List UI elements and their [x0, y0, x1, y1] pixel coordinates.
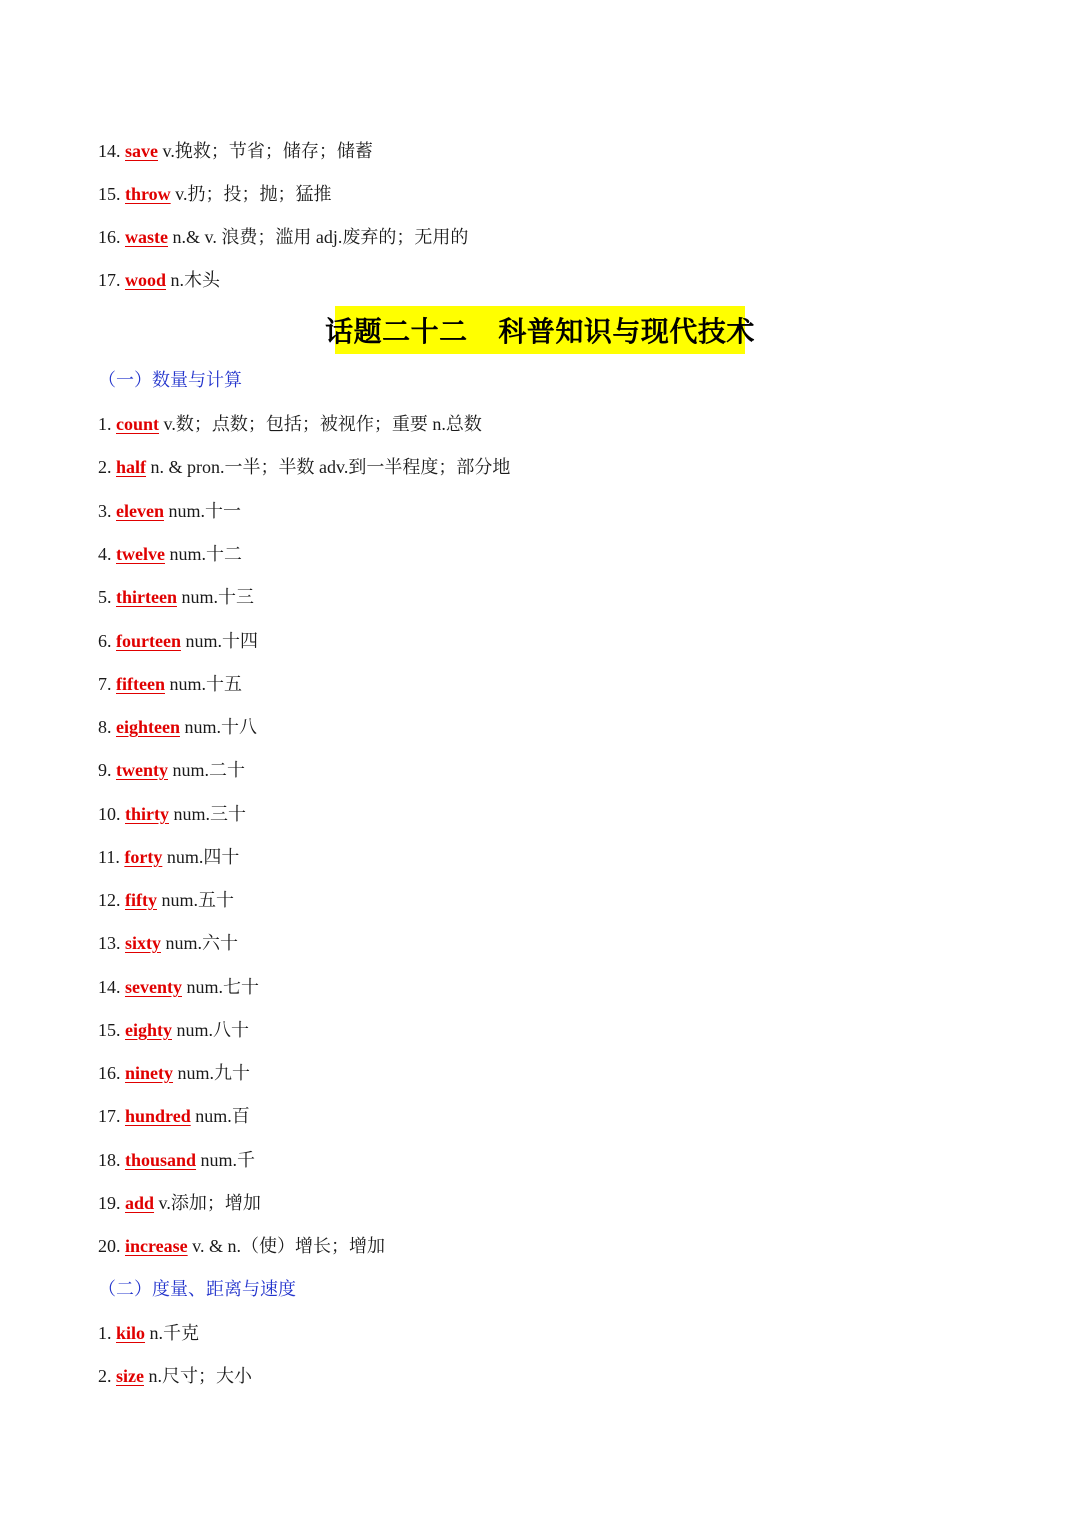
- entry-word: eighty: [125, 1020, 172, 1040]
- entry-definition: num.三十: [173, 804, 247, 824]
- vocab-entry: [98, 1104, 250, 1128]
- entry-number: 20.: [98, 1236, 121, 1256]
- vocab-entry: [98, 758, 245, 782]
- entry-word: sixty: [125, 933, 161, 953]
- entry-number: 17.: [98, 1106, 121, 1126]
- vocab-entry: [98, 1191, 261, 1215]
- entry-number: 17.: [98, 270, 121, 290]
- vocab-entry: [98, 1148, 255, 1172]
- entry-definition: num.千: [200, 1150, 256, 1170]
- entry-definition: num.十五: [169, 674, 242, 694]
- entry-number: 14.: [98, 977, 121, 997]
- entry-number: 2.: [98, 457, 112, 477]
- entry-number: 14.: [98, 141, 121, 161]
- entry-definition: v.扔；投；抛；猛推: [175, 184, 332, 204]
- entry-definition: num.百: [195, 1106, 250, 1126]
- entry-definition: num.十二: [169, 544, 242, 564]
- entry-definition: n.尺寸；大小: [148, 1366, 252, 1386]
- vocab-entry: [98, 542, 242, 566]
- topic-title-highlight: [325, 306, 755, 354]
- vocab-entry: [98, 1364, 252, 1388]
- entry-number: 4.: [98, 544, 112, 564]
- entry-number: 9.: [98, 760, 112, 780]
- entry-definition: num.二十: [172, 760, 246, 780]
- entry-number: 16.: [98, 1063, 121, 1083]
- vocab-entry: [98, 268, 220, 292]
- entry-word: eleven: [116, 501, 164, 521]
- entry-number: 13.: [98, 933, 121, 953]
- vocab-entry: [98, 139, 373, 163]
- entry-number: 18.: [98, 1150, 121, 1170]
- entry-word: increase: [125, 1236, 188, 1256]
- entry-number: 7.: [98, 674, 112, 694]
- entry-number: 12.: [98, 890, 121, 910]
- entry-word: save: [125, 141, 158, 161]
- entry-number: 15.: [98, 1020, 121, 1040]
- entry-word: waste: [125, 227, 168, 247]
- entry-number: 3.: [98, 501, 112, 521]
- entry-number: 1.: [98, 414, 112, 434]
- entry-number: 2.: [98, 1366, 112, 1386]
- vocab-entry: [98, 975, 259, 999]
- vocab-entry: [98, 585, 254, 609]
- entry-definition: num.四十: [166, 847, 240, 867]
- entry-definition: v.挽救；节省；储存；储蓄: [162, 141, 373, 161]
- entry-word: thirty: [125, 804, 169, 824]
- vocab-entry: [98, 499, 241, 523]
- entry-word: hundred: [125, 1106, 191, 1126]
- entry-definition: num.十一: [168, 501, 241, 521]
- entry-word: fourteen: [116, 631, 181, 651]
- entry-definition: v.添加；增加: [158, 1193, 261, 1213]
- entry-word: twenty: [116, 760, 168, 780]
- vocab-entry: [98, 455, 510, 479]
- entry-word: add: [125, 1193, 155, 1213]
- entry-word: fifty: [125, 890, 157, 910]
- entry-word: thousand: [125, 1150, 197, 1170]
- entry-number: 8.: [98, 717, 112, 737]
- entry-number: 19.: [98, 1193, 121, 1213]
- entry-definition: n.木头: [170, 270, 221, 290]
- vocab-entry: [98, 802, 246, 826]
- vocab-entry: [98, 931, 238, 955]
- entry-definition: n.千克: [149, 1323, 200, 1343]
- entry-number: 1.: [98, 1323, 112, 1343]
- entry-number: 15.: [98, 184, 121, 204]
- entry-word: eighteen: [116, 717, 180, 737]
- entry-word: size: [116, 1366, 144, 1386]
- entry-number: 11.: [98, 847, 120, 867]
- section-heading: （二）度量、距离与速度: [98, 1279, 296, 1299]
- vocab-entry: [98, 1234, 385, 1258]
- entry-number: 6.: [98, 631, 112, 651]
- vocab-entry: [98, 1321, 199, 1345]
- entry-number: 5.: [98, 587, 112, 607]
- topic-title: 话题二十二 科普知识与现代技术: [325, 315, 755, 348]
- entry-word: kilo: [116, 1323, 146, 1343]
- entry-definition: num.七十: [186, 977, 260, 997]
- entry-word: throw: [125, 184, 171, 204]
- entry-number: 16.: [98, 227, 121, 247]
- entry-definition: v.数；点数；包括；被视作；重要 n.总数: [163, 414, 482, 434]
- vocab-entry: [98, 629, 258, 653]
- entry-definition: v. & n.（使）增长；增加: [192, 1236, 385, 1256]
- entry-word: thirteen: [116, 587, 177, 607]
- vocab-entry: [98, 888, 234, 912]
- entry-definition: num.五十: [161, 890, 234, 910]
- entry-definition: num.十四: [185, 631, 258, 651]
- vocab-entry: [98, 672, 242, 696]
- section-heading: （一）数量与计算: [98, 370, 242, 390]
- entry-word: fifteen: [116, 674, 165, 694]
- entry-word: seventy: [125, 977, 182, 997]
- vocab-entry: [98, 182, 332, 206]
- entry-definition: num.十八: [184, 717, 257, 737]
- entry-word: half: [116, 457, 147, 477]
- entry-definition: num.九十: [177, 1063, 251, 1083]
- vocab-entry: [98, 1061, 250, 1085]
- entry-definition: n. & pron.一半；半数 adv.到一半程度；部分地: [150, 457, 511, 477]
- entry-word: twelve: [116, 544, 165, 564]
- vocab-entry: [98, 1018, 249, 1042]
- vocab-entry: [98, 225, 468, 249]
- entry-definition: num.六十: [165, 933, 239, 953]
- entry-word: count: [116, 414, 160, 434]
- vocab-entry: [98, 412, 482, 436]
- entry-definition: num.八十: [176, 1020, 250, 1040]
- entry-word: ninety: [125, 1063, 174, 1083]
- entry-definition: num.十三: [181, 587, 254, 607]
- entry-definition: n.& v. 浪费；滥用 adj.废弃的；无用的: [172, 227, 469, 247]
- entry-word: wood: [125, 270, 167, 290]
- entry-number: 10.: [98, 804, 121, 824]
- entry-word: forty: [124, 847, 163, 867]
- vocab-entry: [98, 715, 257, 739]
- vocab-entry: [98, 845, 239, 869]
